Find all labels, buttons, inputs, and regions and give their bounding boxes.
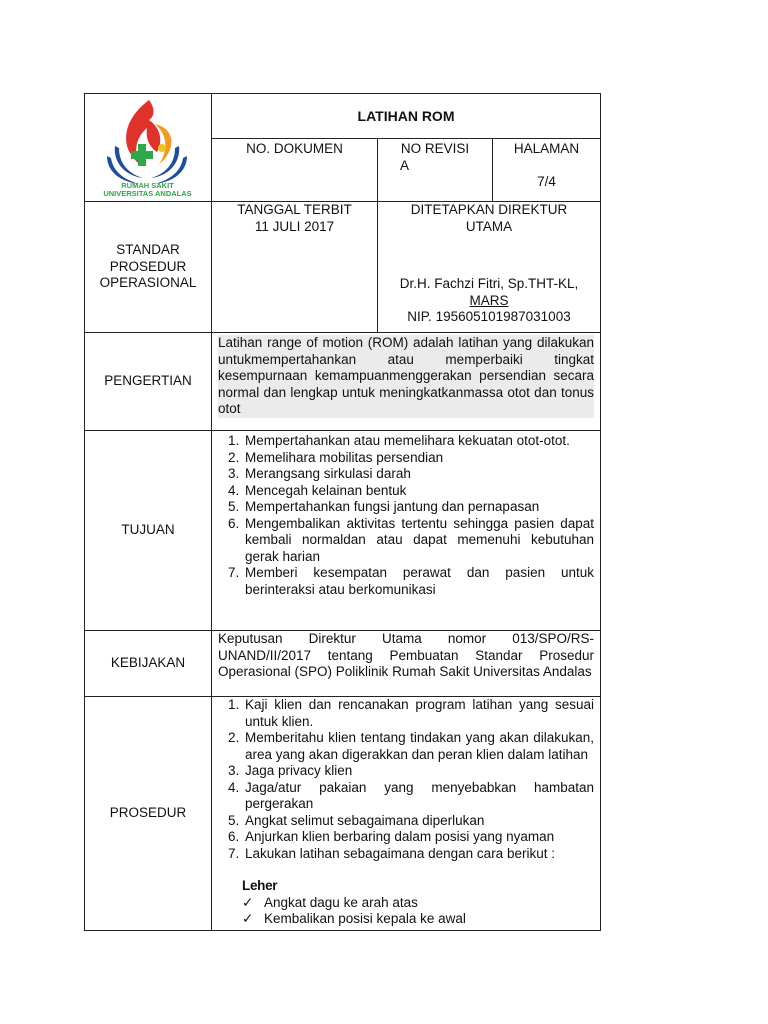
logo-cell bbox=[85, 94, 212, 202]
no-revisi-cell bbox=[378, 139, 493, 202]
prosedur-list bbox=[218, 697, 594, 862]
tujuan-cell bbox=[212, 431, 601, 631]
check-item-text: Kembalikan posisi kepala ke awal bbox=[264, 911, 466, 926]
logo-text-line1: RUMAH SAKIT bbox=[121, 181, 174, 190]
spo-label-line3: OPERASIONAL bbox=[99, 275, 197, 291]
prosedur-item: 1. Kaji klien dan rencanakan program latihan yang sesuai untuk klien. bbox=[243, 697, 594, 730]
prosedur-label: PROSEDUR bbox=[109, 805, 187, 820]
no-revisi-label: NO REVISI bbox=[400, 141, 470, 157]
ditetapkan-line1: DITETAPKAN DIREKTUR bbox=[410, 202, 568, 217]
tanggal-terbit-cell bbox=[212, 202, 378, 333]
tujuan-item: 2. Memelihara mobilitas persendian bbox=[243, 450, 594, 467]
tanggal-terbit-value: 11 JULI 2017 bbox=[254, 218, 335, 234]
leher-check-list bbox=[218, 895, 594, 928]
kebijakan-text: Keputusan Direktur Utama nomor 013/SPO/RS-UNAND/II/2017 tentang Pembuatan Standar Prosedur Operasional (SPO) Poliklinik Rumah Sakit Universitas Andalas bbox=[218, 631, 595, 679]
prosedur-item: 2. Memberitahu klien tentang tindakan yang akan dilakukan, area yang akan digerakkan dan peran klien dalam latihan bbox=[243, 730, 594, 763]
kebijakan-cell bbox=[212, 631, 601, 697]
tujuan-item: 6. Mengembalikan aktivitas tertentu sehingga pasien dapat kembali normaldan atau dapat memenuhi kebutuhan gerak harian bbox=[243, 516, 594, 566]
document-title: LATIHAN ROM bbox=[357, 107, 455, 124]
ditetapkan-cell bbox=[378, 202, 601, 333]
logo-text bbox=[85, 182, 210, 198]
kebijakan-label-cell bbox=[85, 631, 212, 697]
leher-subheading: Leher bbox=[242, 878, 278, 893]
tujuan-item: 3. Merangsang sirkulasi darah bbox=[243, 466, 594, 483]
ditetapkan-line2: UTAMA bbox=[465, 218, 513, 234]
spo-label-line2: PROSEDUR bbox=[109, 258, 187, 274]
prosedur-item: 6. Anjurkan klien berbaring dalam posisi yang nyaman bbox=[243, 829, 594, 846]
tujuan-list bbox=[218, 433, 594, 598]
prosedur-item: 4. Jaga/atur pakaian yang menyebabkan hambatan pergerakan bbox=[243, 780, 594, 813]
spo-label-line1: STANDAR bbox=[116, 242, 180, 258]
tujuan-item: 1. Mempertahankan atau memelihara kekuatan otot-otot. bbox=[243, 433, 594, 450]
tujuan-item: 4. Mencegah kelainan bentuk bbox=[243, 483, 594, 500]
sop-table bbox=[84, 93, 601, 931]
pengertian-label-cell bbox=[85, 333, 212, 431]
prosedur-cell bbox=[212, 697, 601, 931]
halaman-cell bbox=[493, 139, 601, 202]
spo-label-cell bbox=[85, 202, 212, 333]
halaman-value: 7/4 bbox=[537, 173, 556, 189]
no-dokumen-cell bbox=[212, 139, 378, 202]
no-dokumen-label: NO. DOKUMEN bbox=[246, 141, 343, 157]
prosedur-label-cell bbox=[85, 697, 212, 931]
check-mark-icon: ✓ bbox=[242, 911, 254, 926]
check-item bbox=[242, 895, 594, 912]
tanggal-terbit-label: TANGGAL TERBIT bbox=[237, 202, 352, 217]
check-item-text: Angkat dagu ke arah atas bbox=[264, 894, 418, 910]
check-item bbox=[242, 911, 594, 928]
document-title-cell bbox=[212, 94, 601, 139]
pengertian-label: PENGERTIAN bbox=[104, 373, 192, 389]
signer-name-line2: MARS bbox=[469, 292, 509, 308]
no-revisi-value: A bbox=[400, 157, 410, 173]
tujuan-item: 5. Mempertahankan fungsi jantung dan pernapasan bbox=[243, 499, 594, 516]
tujuan-label: TUJUAN bbox=[121, 522, 175, 538]
tujuan-item: 7. Memberi kesempatan perawat dan pasien untuk berinteraksi atau berkomunikasi bbox=[243, 565, 594, 598]
prosedur-item: 3. Jaga privacy klien bbox=[243, 763, 594, 780]
prosedur-item: 7. Lakukan latihan sebagaimana dengan cara berikut : bbox=[243, 846, 594, 863]
sop-document bbox=[84, 93, 600, 931]
signer-name-line1: Dr.H. Fachzi Fitri, Sp.THT-KL, bbox=[399, 276, 579, 291]
pengertian-cell bbox=[212, 333, 601, 431]
pengertian-text: Latihan range of motion (ROM) adalah latihan yang dilakukan untukmempertahankan atau memperbaiki tingkat kesempurnaan kemampuanmenggerakan persendian secara normal dan lengkap untuk meningkatkanmassa otot dan tonus otot bbox=[218, 335, 595, 416]
prosedur-item: 5. Angkat selimut sebagaimana diperlukan bbox=[243, 813, 594, 830]
halaman-label: HALAMAN bbox=[513, 141, 580, 157]
signer-nip: NIP. 195605101987031003 bbox=[407, 309, 571, 324]
kebijakan-label: KEBIJAKAN bbox=[110, 655, 186, 671]
logo-text-line2: UNIVERSITAS ANDALAS bbox=[103, 189, 192, 198]
tujuan-label-cell bbox=[85, 431, 212, 631]
check-mark-icon: ✓ bbox=[242, 894, 254, 910]
